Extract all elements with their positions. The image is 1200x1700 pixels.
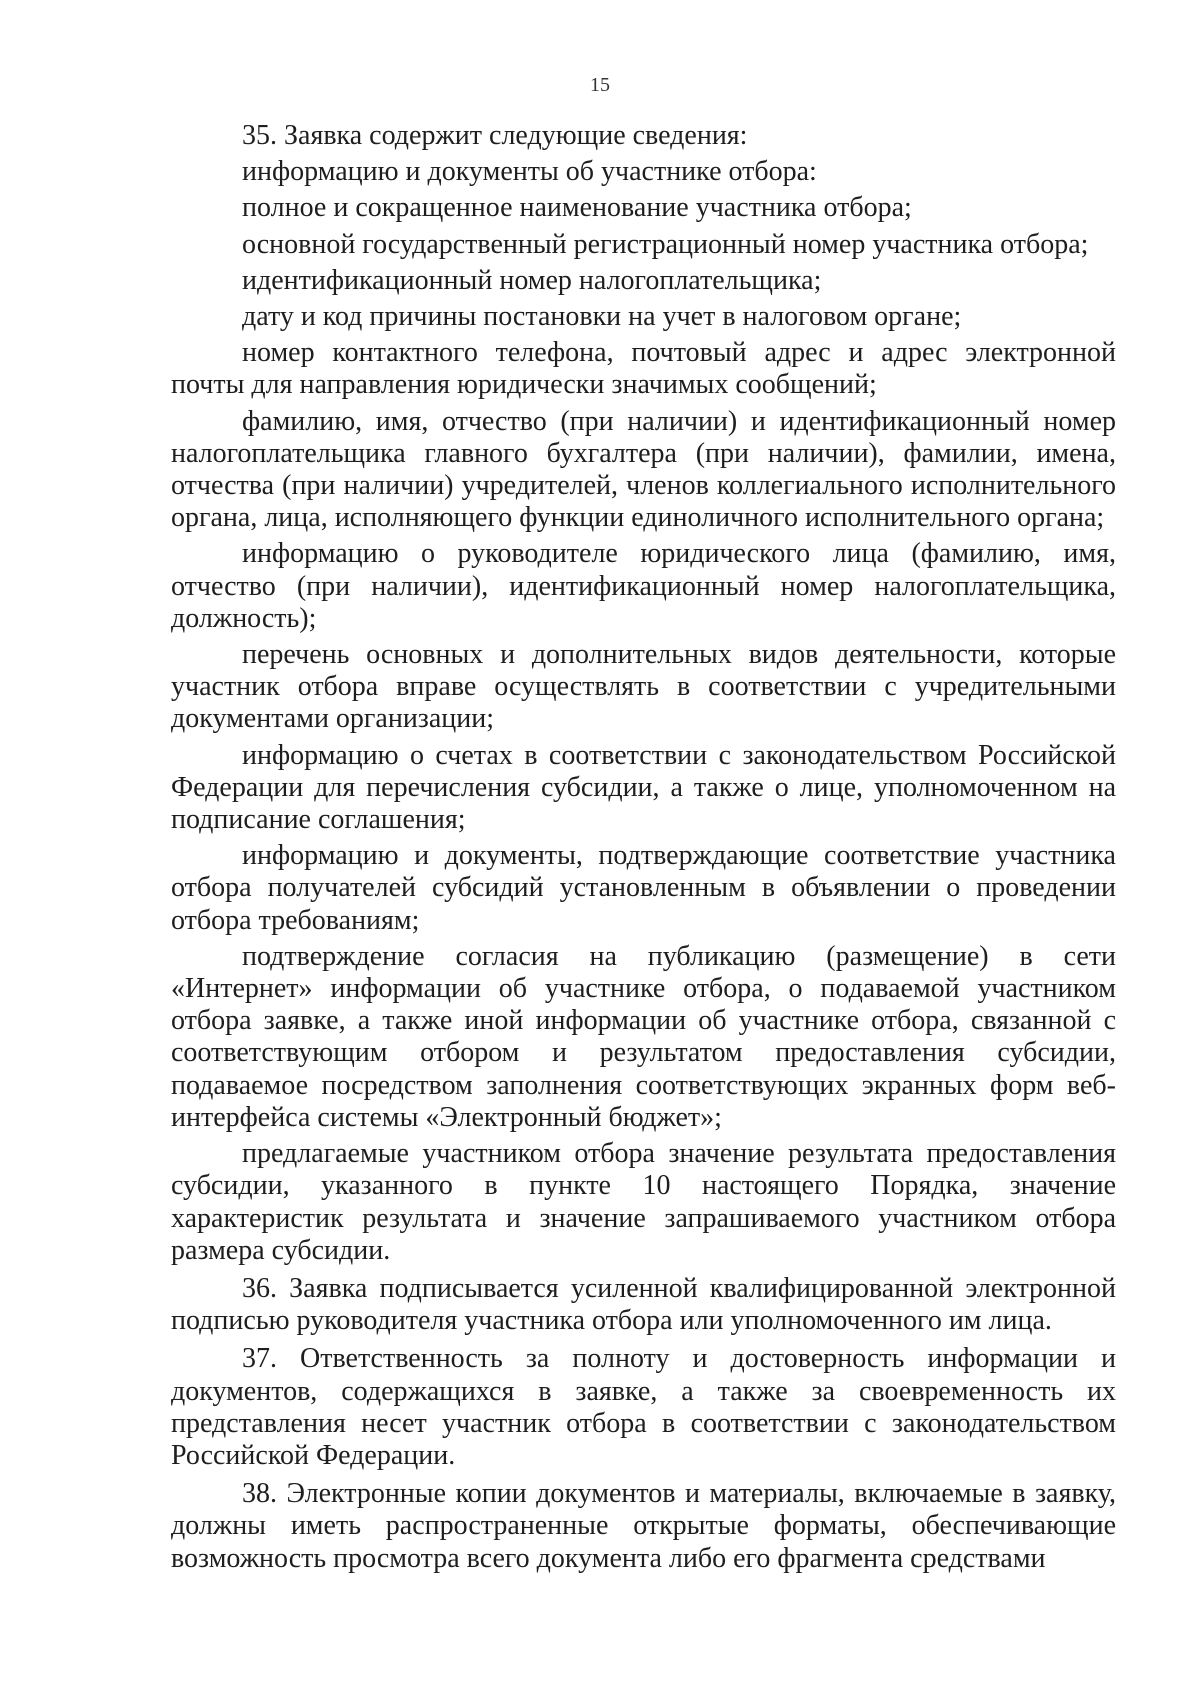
paragraph-participant-info: информацию и документы об участнике отбора: (242, 156, 817, 188)
paragraph-publication-consent: подтверждение согласия на публикацию (размещение) в сети «Интернет» информации об участнике отбора, о подаваемой участником отбора заявке, а также иной информации об участнике отбора, связанной с соответствующим отбором и результатом предоставления субсидии, подаваемое посредством заполнения соответствующих экранных форм веб-интерфейса системы «Электронный бюджет»; (171, 940, 1116, 1133)
page-number: 15 (590, 74, 610, 96)
paragraph-kpp: дату и код причины постановки на учет в налоговом органе; (242, 301, 962, 333)
paragraph-35-heading: 35. Заявка содержит следующие сведения: (242, 120, 748, 151)
paragraph-38: 38. Электронные копии документов и материалы, включаемые в заявку, должны иметь распространенные открытые форматы, обеспечивающие возможность просмотра всего документа либо его фрагмента средствами (171, 1478, 1116, 1574)
paragraph-ogrn: основной государственный регистрационный номер участника отбора; (242, 228, 1089, 260)
paragraph-accounts: информацию о счетах в соответствии с законодательством Российской Федерации для перечисления субсидии, а также о лице, уполномоченном на подписание соглашения; (171, 739, 1116, 836)
paragraph-37: 37. Ответственность за полноту и достоверность информации и документов, содержащихся в заявке, а также за своевременность их представления несет участник отбора в соответствии с законодательством Российской Федерации. (171, 1343, 1116, 1471)
paragraph-head-of-entity: информацию о руководителе юридического лица (фамилию, имя, отчество (при наличии), идентификационный номер налогоплательщика, должность); (171, 538, 1116, 634)
paragraph-full-name: полное и сокращенное наименование участника отбора; (242, 192, 912, 224)
paragraph-contacts: номер контактного телефона, почтовый адрес и адрес электронной почты для направления юридически значимых сообщений; (171, 337, 1116, 401)
paragraph-accountant-founders: фамилию, имя, отчество (при наличии) и идентификационный номер налогоплательщика главного бухгалтера (при наличии), фамилии, имена, отчества (при наличии) учредителей, членов коллегиального исполнительного органа, лица, исполняющего функции единоличного исполнительного органа; (171, 405, 1116, 534)
paragraph-inn: идентификационный номер налогоплательщика; (242, 264, 822, 296)
paragraph-proposed-values: предлагаемые участником отбора значение результата предоставления субсидии, указанного в пункте 10 настоящего Порядка, значение характеристик результата и значение запрашиваемого участником отбора размера субсидии. (171, 1138, 1116, 1266)
paragraph-activities: перечень основных и дополнительных видов деятельности, которые участник отбора вправе осуществлять в соответствии с учредительными документами организации; (171, 639, 1116, 735)
document-body (171, 120, 1116, 1575)
paragraph-compliance-docs: информацию и документы, подтверждающие соответствие участника отбора получателей субсидий установленным в объявлении о проведении отбора требованиям; (171, 840, 1116, 936)
paragraph-36: 36. Заявка подписывается усиленной квалифицированной электронной подписью руководителя участника отбора или уполномоченного им лица. (171, 1272, 1116, 1337)
